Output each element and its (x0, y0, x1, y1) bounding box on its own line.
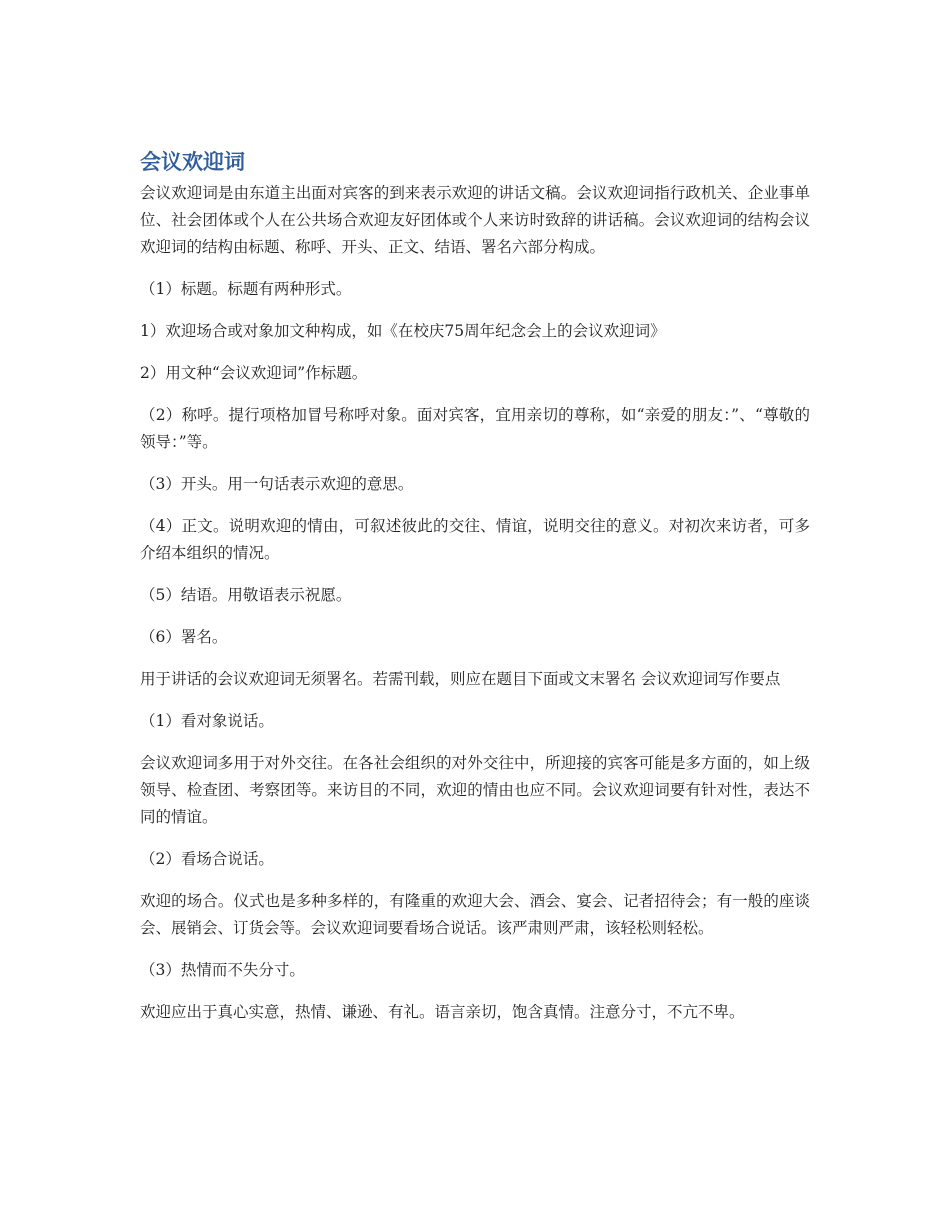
paragraph-intro: 会议欢迎词是由东道主出面对宾客的到来表示欢迎的讲话文稿。会议欢迎词指行政机关、企业事单位、社会团体或个人在公共场合欢迎友好团体或个人来访时致辞的讲话稿。会议欢迎词的结构会议欢迎词的结构由标题、称呼、开头、正文、结语、署名六部分构成。 (140, 184, 810, 256)
paragraph-warmth-detail: 欢迎应出于真心实意，热情、谦逊、有礼。语言亲切，饱含真情。注意分寸，不亢不卑。 (140, 1003, 745, 1021)
paragraph-title-form-2: 2）用文种“会议欢迎词”作标题。 (140, 364, 368, 382)
paragraph-signature-heading: （6）署名。 (140, 628, 228, 646)
document-page (140, 146, 810, 1041)
paragraph-opening: （3）开头。用一句话表示欢迎的意思。 (140, 475, 414, 493)
paragraph-point-occasion: （2）看场合说话。 (140, 850, 274, 868)
document-title: 会议欢迎词 (140, 150, 245, 174)
paragraph-salutation: （2）称呼。提行项格加冒号称呼对象。面对宾客，宜用亲切的尊称，如“亲爱的朋友：”、“尊敬的领导：”等。 (140, 406, 810, 451)
paragraph-point-audience: （1）看对象说话。 (140, 712, 274, 730)
paragraph-audience-detail: 会议欢迎词多用于对外交往。在各社会组织的对外交往中，所迎接的宾客可能是多方面的，如上级领导、检查团、考察团等。来访目的不同，欢迎的情由也应不同。会议欢迎词要有针对性，表达不同的情谊。 (140, 754, 810, 826)
paragraph-point-warmth: （3）热情而不失分寸。 (140, 961, 305, 979)
paragraph-closing: （5）结语。用敬语表示祝愿。 (140, 586, 352, 604)
paragraph-title-form-1: 1）欢迎场合或对象加文种构成，如《在校庆75周年纪念会上的会议欢迎词》 (140, 322, 666, 340)
paragraph-signature-note: 用于讲话的会议欢迎词无须署名。若需刊载，则应在题目下面或文末署名 会议欢迎词写作要点 (140, 670, 781, 688)
paragraph-body: （4）正文。说明欢迎的情由，可叙述彼此的交往、情谊，说明交往的意义。对初次来访者，可多介绍本组织的情况。 (140, 517, 810, 562)
paragraph-occasion-detail: 欢迎的场合。仪式也是多种多样的，有隆重的欢迎大会、酒会、宴会、记者招待会；有一般的座谈会、展销会、订货会等。会议欢迎词要看场合说话。该严肃则严肃，该轻松则轻松。 (140, 892, 810, 937)
paragraph-heading-title: （1）标题。标题有两种形式。 (140, 280, 352, 298)
